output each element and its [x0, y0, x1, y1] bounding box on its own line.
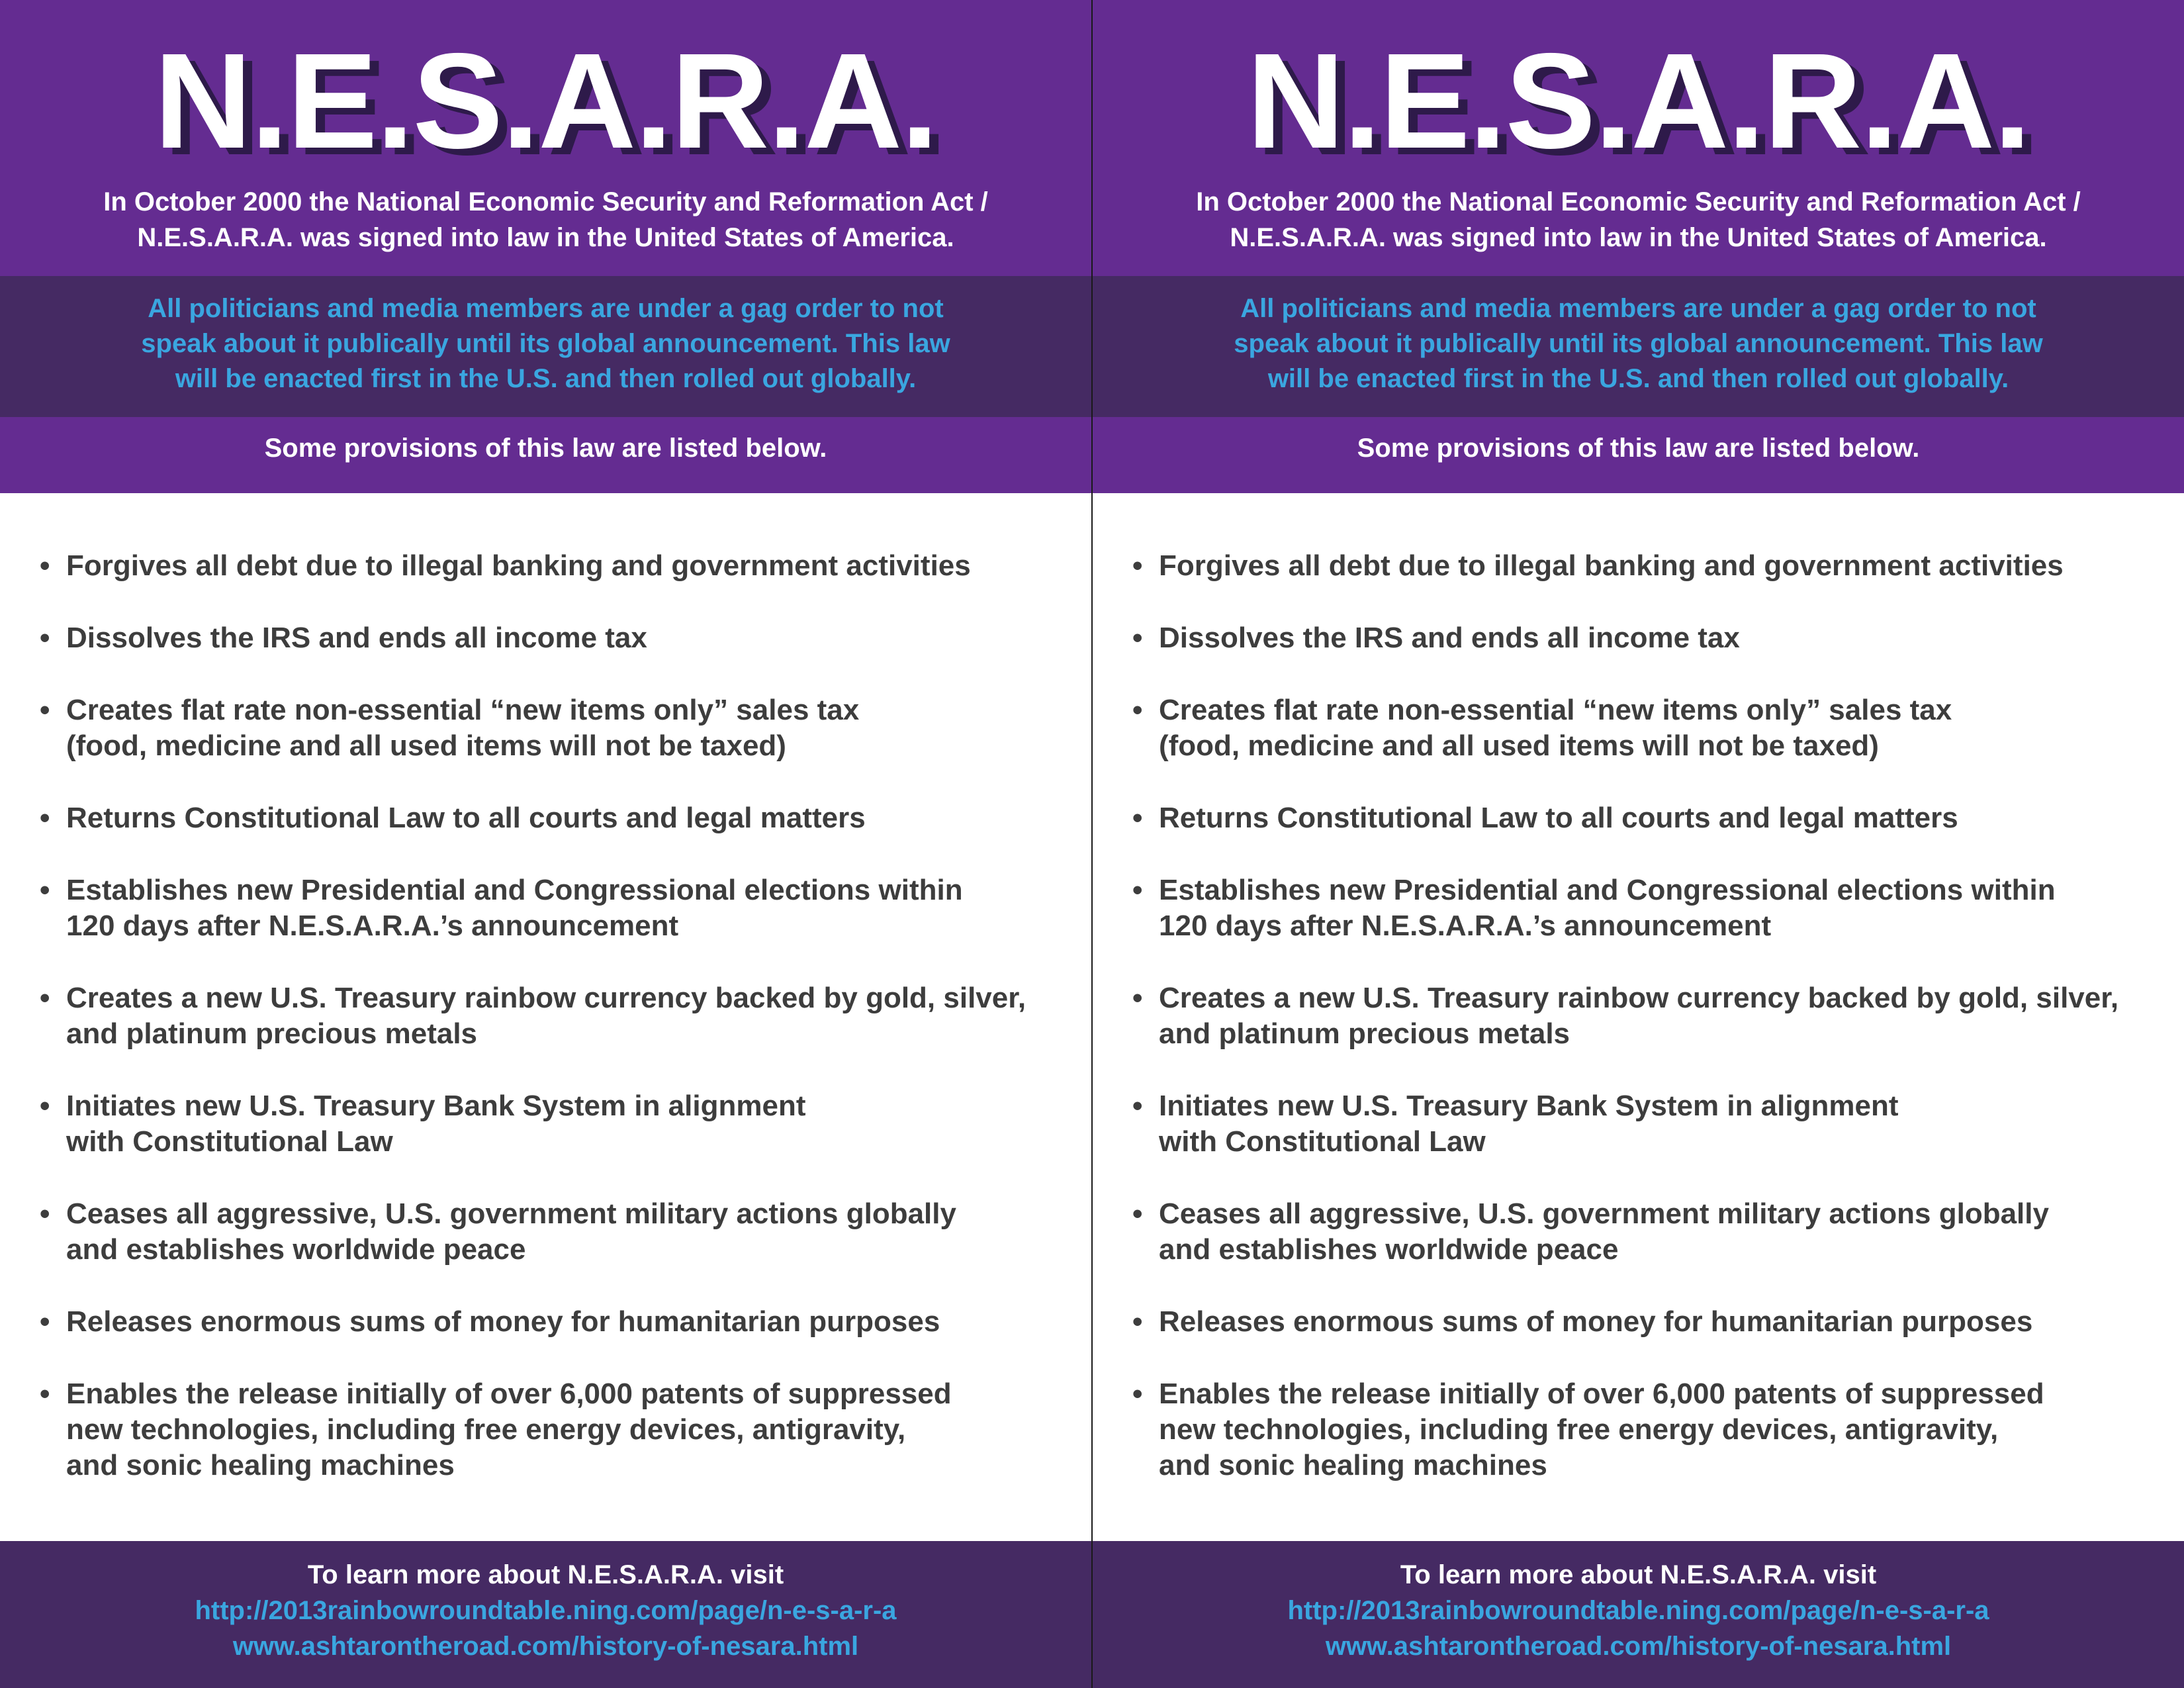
- bullet-icon: •: [40, 982, 50, 1014]
- gag-order-text: [0, 291, 1091, 397]
- provision-item: [1132, 692, 2178, 764]
- gag-order-text: [1093, 291, 2184, 397]
- provisions-heading: Some provisions of this law are listed below.: [1357, 434, 1920, 463]
- bullet-icon: •: [1132, 1378, 1143, 1410]
- footer-link[interactable]: www.ashtarontheroad.com/history-of-nesara.html: [1325, 1632, 1952, 1661]
- provision-text: Releases enormous sums of money for humanitarian purposes: [1159, 1305, 2033, 1338]
- provision-text: Forgives all debt due to illegal banking and government activities: [66, 549, 971, 582]
- bullet-icon: •: [40, 1197, 50, 1230]
- gag-order-line: will be enacted first in the U.S. and then rolled out globally.: [1267, 364, 2009, 393]
- provision-item: [1132, 980, 2178, 1052]
- provision-item: [40, 548, 1085, 584]
- provision-text: Returns Constitutional Law to all courts and legal matters: [1159, 802, 1958, 834]
- provision-item: [1132, 1196, 2178, 1268]
- provision-text: Ceases all aggressive, U.S. government military actions globally: [66, 1197, 956, 1230]
- bullet-icon: •: [1132, 1305, 1143, 1338]
- provision-text: Establishes new Presidential and Congressional elections within: [1159, 874, 2056, 906]
- provisions-list: [40, 548, 1085, 1520]
- provision-text: Creates flat rate non-essential “new items only” sales tax: [66, 694, 860, 726]
- provision-text: and platinum precious metals: [1159, 1017, 1570, 1050]
- intro-text: [0, 184, 1091, 256]
- provision-item: [1132, 1304, 2178, 1340]
- provision-item: [1132, 620, 2178, 656]
- footer-text: [1093, 1557, 2184, 1664]
- bullet-icon: •: [40, 622, 50, 654]
- bullet-icon: •: [1132, 1090, 1143, 1122]
- provision-text: Establishes new Presidential and Congressional elections within: [66, 874, 963, 906]
- provision-text: and sonic healing machines: [1159, 1449, 1547, 1481]
- provision-text: (food, medicine and all used items will not be taxed): [1159, 729, 1879, 762]
- bullet-icon: •: [1132, 874, 1143, 906]
- provisions-heading: Some provisions of this law are listed below.: [264, 434, 827, 463]
- bullet-icon: •: [1132, 1197, 1143, 1230]
- provision-text: Initiates new U.S. Treasury Bank System in alignment: [66, 1090, 806, 1122]
- bullet-icon: •: [1132, 982, 1143, 1014]
- provision-text: 120 days after N.E.S.A.R.A.’s announcement: [1159, 910, 1772, 942]
- provision-text: and sonic healing machines: [66, 1449, 455, 1481]
- provision-text: Dissolves the IRS and ends all income tax: [66, 622, 647, 654]
- intro-text: [1093, 184, 2184, 256]
- bullet-icon: •: [40, 874, 50, 906]
- provision-text: Enables the release initially of over 6,000 patents of suppressed: [66, 1378, 952, 1410]
- provision-text: Ceases all aggressive, U.S. government military actions globally: [1159, 1197, 2049, 1230]
- provision-item: [40, 1196, 1085, 1268]
- provision-text: Forgives all debt due to illegal banking and government activities: [1159, 549, 2064, 582]
- provision-text: with Constitutional Law: [1159, 1125, 1486, 1158]
- intro-line: N.E.S.A.R.A. was signed into law in the United States of America.: [137, 223, 954, 252]
- provision-text: 120 days after N.E.S.A.R.A.’s announcement: [66, 910, 679, 942]
- bullet-icon: •: [1132, 802, 1143, 834]
- bullet-icon: •: [40, 802, 50, 834]
- provision-item: [1132, 800, 2178, 836]
- provision-text: Releases enormous sums of money for humanitarian purposes: [66, 1305, 940, 1338]
- flyer-title: N.E.S.A.R.A.: [154, 25, 938, 177]
- provision-text: Returns Constitutional Law to all courts and legal matters: [66, 802, 866, 834]
- gag-order-line: will be enacted first in the U.S. and then rolled out globally.: [175, 364, 917, 393]
- provision-text: new technologies, including free energy devices, antigravity,: [1159, 1413, 1999, 1446]
- bullet-icon: •: [40, 694, 50, 726]
- intro-line: N.E.S.A.R.A. was signed into law in the United States of America.: [1230, 223, 2047, 252]
- flyer-right: [1093, 0, 2184, 1688]
- provision-item: [40, 620, 1085, 656]
- provision-text: (food, medicine and all used items will not be taxed): [66, 729, 786, 762]
- provision-item: [40, 1304, 1085, 1340]
- gag-order-line: speak about it publically until its global announcement. This law: [141, 329, 950, 358]
- bullet-icon: •: [40, 549, 50, 582]
- footer-lead: To learn more about N.E.S.A.R.A. visit: [1400, 1560, 1877, 1589]
- provision-item: [1132, 1088, 2178, 1160]
- provision-text: and platinum precious metals: [66, 1017, 478, 1050]
- provision-text: Creates flat rate non-essential “new items only” sales tax: [1159, 694, 1952, 726]
- bullet-icon: •: [1132, 622, 1143, 654]
- provision-text: Enables the release initially of over 6,000 patents of suppressed: [1159, 1378, 2044, 1410]
- provision-text: Creates a new U.S. Treasury rainbow currency backed by gold, silver,: [1159, 982, 2119, 1014]
- gag-order-line: speak about it publically until its global announcement. This law: [1234, 329, 2043, 358]
- provision-item: [40, 872, 1085, 944]
- gag-order-line: All politicians and media members are under a gag order to not: [148, 294, 944, 323]
- provision-text: Initiates new U.S. Treasury Bank System in alignment: [1159, 1090, 1899, 1122]
- intro-line: In October 2000 the National Economic Security and Reformation Act /: [103, 187, 988, 216]
- provision-text: Dissolves the IRS and ends all income tax: [1159, 622, 1740, 654]
- provision-item: [40, 800, 1085, 836]
- gag-order-line: All politicians and media members are under a gag order to not: [1240, 294, 2036, 323]
- footer-link[interactable]: http://2013rainbowroundtable.ning.com/page/n-e-s-a-r-a: [1287, 1596, 1989, 1625]
- provision-item: [1132, 872, 2178, 944]
- provision-text: Creates a new U.S. Treasury rainbow currency backed by gold, silver,: [66, 982, 1026, 1014]
- bullet-icon: •: [40, 1378, 50, 1410]
- provision-text: and establishes worldwide peace: [66, 1233, 526, 1266]
- provision-item: [1132, 548, 2178, 584]
- footer-text: [0, 1557, 1091, 1664]
- provision-item: [40, 980, 1085, 1052]
- intro-line: In October 2000 the National Economic Security and Reformation Act /: [1196, 187, 2081, 216]
- bullet-icon: •: [40, 1090, 50, 1122]
- provisions-list: [1132, 548, 2178, 1520]
- provision-item: [40, 692, 1085, 764]
- flyer-title: N.E.S.A.R.A.: [1246, 25, 2030, 177]
- bullet-icon: •: [1132, 694, 1143, 726]
- provision-item: [40, 1088, 1085, 1160]
- bullet-icon: •: [40, 1305, 50, 1338]
- bullet-icon: •: [1132, 549, 1143, 582]
- footer-link[interactable]: www.ashtarontheroad.com/history-of-nesara.html: [232, 1632, 859, 1661]
- provision-text: and establishes worldwide peace: [1159, 1233, 1619, 1266]
- provision-text: with Constitutional Law: [66, 1125, 393, 1158]
- provision-item: [1132, 1376, 2178, 1483]
- provision-text: new technologies, including free energy devices, antigravity,: [66, 1413, 906, 1446]
- footer-link[interactable]: http://2013rainbowroundtable.ning.com/page/n-e-s-a-r-a: [195, 1596, 897, 1625]
- footer-lead: To learn more about N.E.S.A.R.A. visit: [307, 1560, 784, 1589]
- provision-item: [40, 1376, 1085, 1483]
- flyer-left: [0, 0, 1091, 1688]
